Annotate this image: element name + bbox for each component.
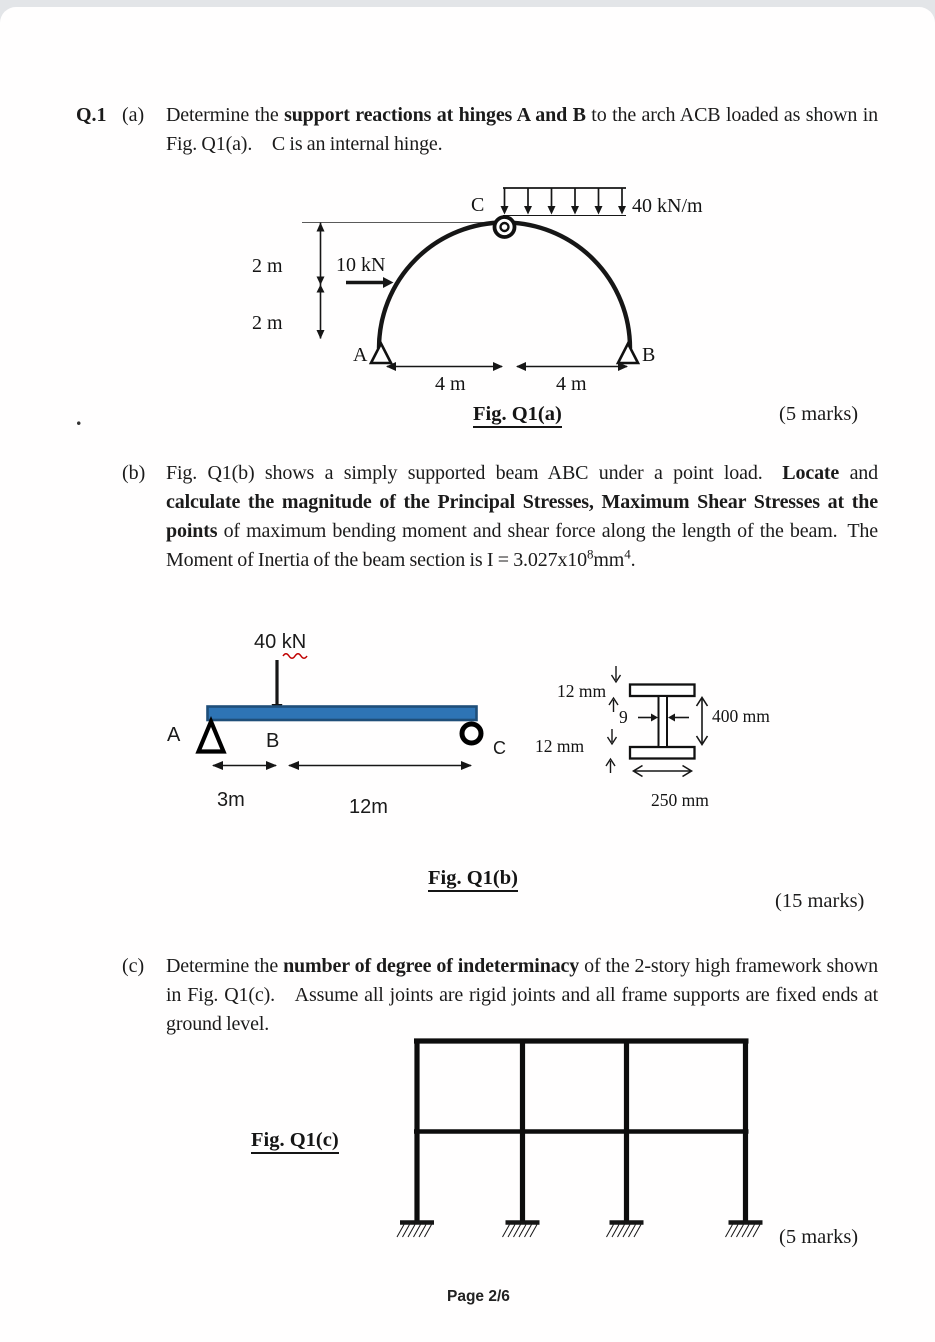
fig-q1b-beam-diagram bbox=[160, 628, 800, 820]
beam-load-label: 40 kN bbox=[254, 631, 307, 653]
vertical-dimension bbox=[317, 223, 325, 340]
part-b-seg1: Fig. Q1(b) shows a simply supported beam ABC under a point load. bbox=[166, 462, 783, 484]
part-c-seg1: Determine the bbox=[166, 955, 284, 977]
bottom-flange-thickness-label: 12 mm bbox=[535, 736, 585, 756]
beam-member bbox=[208, 707, 477, 721]
part-a-label: (a) bbox=[122, 104, 145, 126]
part-b-superscript-4: 4 bbox=[624, 546, 631, 562]
dim-4m-left-label: 4 m bbox=[435, 373, 466, 395]
fig-q1b-caption: Fig. Q1(b) bbox=[428, 866, 518, 892]
question-number: Q.1 bbox=[76, 104, 107, 126]
frame-members bbox=[414, 1039, 749, 1222]
part-a-text bbox=[166, 101, 878, 159]
section-depth-label: 400 mm bbox=[712, 706, 770, 726]
arch-member bbox=[379, 223, 630, 348]
part-b-seg4: calculate the magnitude of the Principal Stresses, Maximum Shear Stresses at the points bbox=[166, 491, 878, 542]
part-a-seg3: to the arch ACB loaded as shown in Fig. Q1(a). C is an internal hinge. bbox=[166, 104, 878, 155]
fig-q1a-arch-diagram bbox=[230, 178, 790, 428]
part-a-seg2: support reactions at hinges A and B bbox=[284, 104, 586, 126]
i-section-shape bbox=[630, 685, 695, 759]
part-b-seg3: and bbox=[839, 462, 878, 484]
beam-dimension-lines bbox=[212, 761, 472, 770]
fig-q1c-frame-diagram bbox=[395, 1032, 785, 1244]
beam-node-a-label: A bbox=[167, 724, 181, 746]
pin-support-a-icon bbox=[371, 344, 391, 364]
node-c-label: C bbox=[471, 194, 485, 216]
beam-node-c-label: C bbox=[493, 738, 506, 758]
internal-hinge-icon bbox=[495, 217, 515, 237]
part-c-label: (c) bbox=[122, 955, 145, 977]
part-b-seg6: mm bbox=[593, 549, 625, 571]
top-flange-thickness-label: 12 mm bbox=[557, 681, 607, 701]
fig-q1a-caption: Fig. Q1(a) bbox=[473, 402, 562, 428]
stray-period-mark: . bbox=[76, 405, 82, 430]
node-a-label: A bbox=[353, 344, 368, 366]
udl-load-arrows bbox=[501, 188, 627, 216]
pin-support-b-icon bbox=[618, 344, 638, 364]
point-load-arrow bbox=[346, 277, 394, 288]
fig-q1c-caption: Fig. Q1(c) bbox=[251, 1128, 339, 1154]
node-b-label: B bbox=[642, 344, 656, 366]
part-c-seg2: number of degree of indeterminacy bbox=[283, 955, 580, 977]
dim-12m-label: 12m bbox=[349, 796, 388, 818]
part-b-text bbox=[166, 459, 878, 575]
dim-2m-lower-label: 2 m bbox=[252, 312, 283, 334]
part-a-seg1: Determine the bbox=[166, 104, 285, 126]
part-b-seg5: of maximum bending moment and shear force along the length of the beam. The Moment of Inertia of the beam section is I = 3.027x10 bbox=[166, 520, 878, 571]
beam-node-b-label: B bbox=[266, 730, 280, 752]
part-b-seg2: Locate bbox=[782, 462, 840, 484]
page-number: Page 2/6 bbox=[447, 1288, 510, 1305]
part-c-seg3: of the 2-story high framework shown in Fig. Q1(c). Assume all joints are rigid joints and all frame supports are fixed ends at ground level. bbox=[166, 955, 878, 1035]
web-thickness-label: 9 bbox=[619, 707, 628, 727]
horizontal-dimension bbox=[386, 362, 628, 371]
udl-value-label: 40 kN/m bbox=[632, 195, 703, 217]
part-c-text bbox=[166, 952, 878, 1039]
part-b-label: (b) bbox=[122, 462, 146, 484]
flange-width-label: 250 mm bbox=[651, 790, 709, 810]
pin-support-a-icon bbox=[199, 722, 224, 752]
part-a-marks: (5 marks) bbox=[779, 403, 859, 425]
part-c-marks: (5 marks) bbox=[779, 1226, 859, 1248]
roller-support-c-icon bbox=[462, 724, 481, 743]
part-b-marks: (15 marks) bbox=[775, 890, 865, 912]
dim-4m-right-label: 4 m bbox=[556, 373, 587, 395]
dim-3m-label: 3m bbox=[217, 789, 245, 811]
dim-2m-upper-label: 2 m bbox=[252, 255, 283, 277]
point-load-label: 10 kN bbox=[336, 254, 386, 276]
part-b-seg7: . bbox=[630, 549, 636, 571]
part-b-superscript-8: 8 bbox=[587, 546, 594, 562]
fixed-support-icons bbox=[397, 1223, 763, 1238]
spellcheck-squiggle bbox=[283, 654, 307, 659]
